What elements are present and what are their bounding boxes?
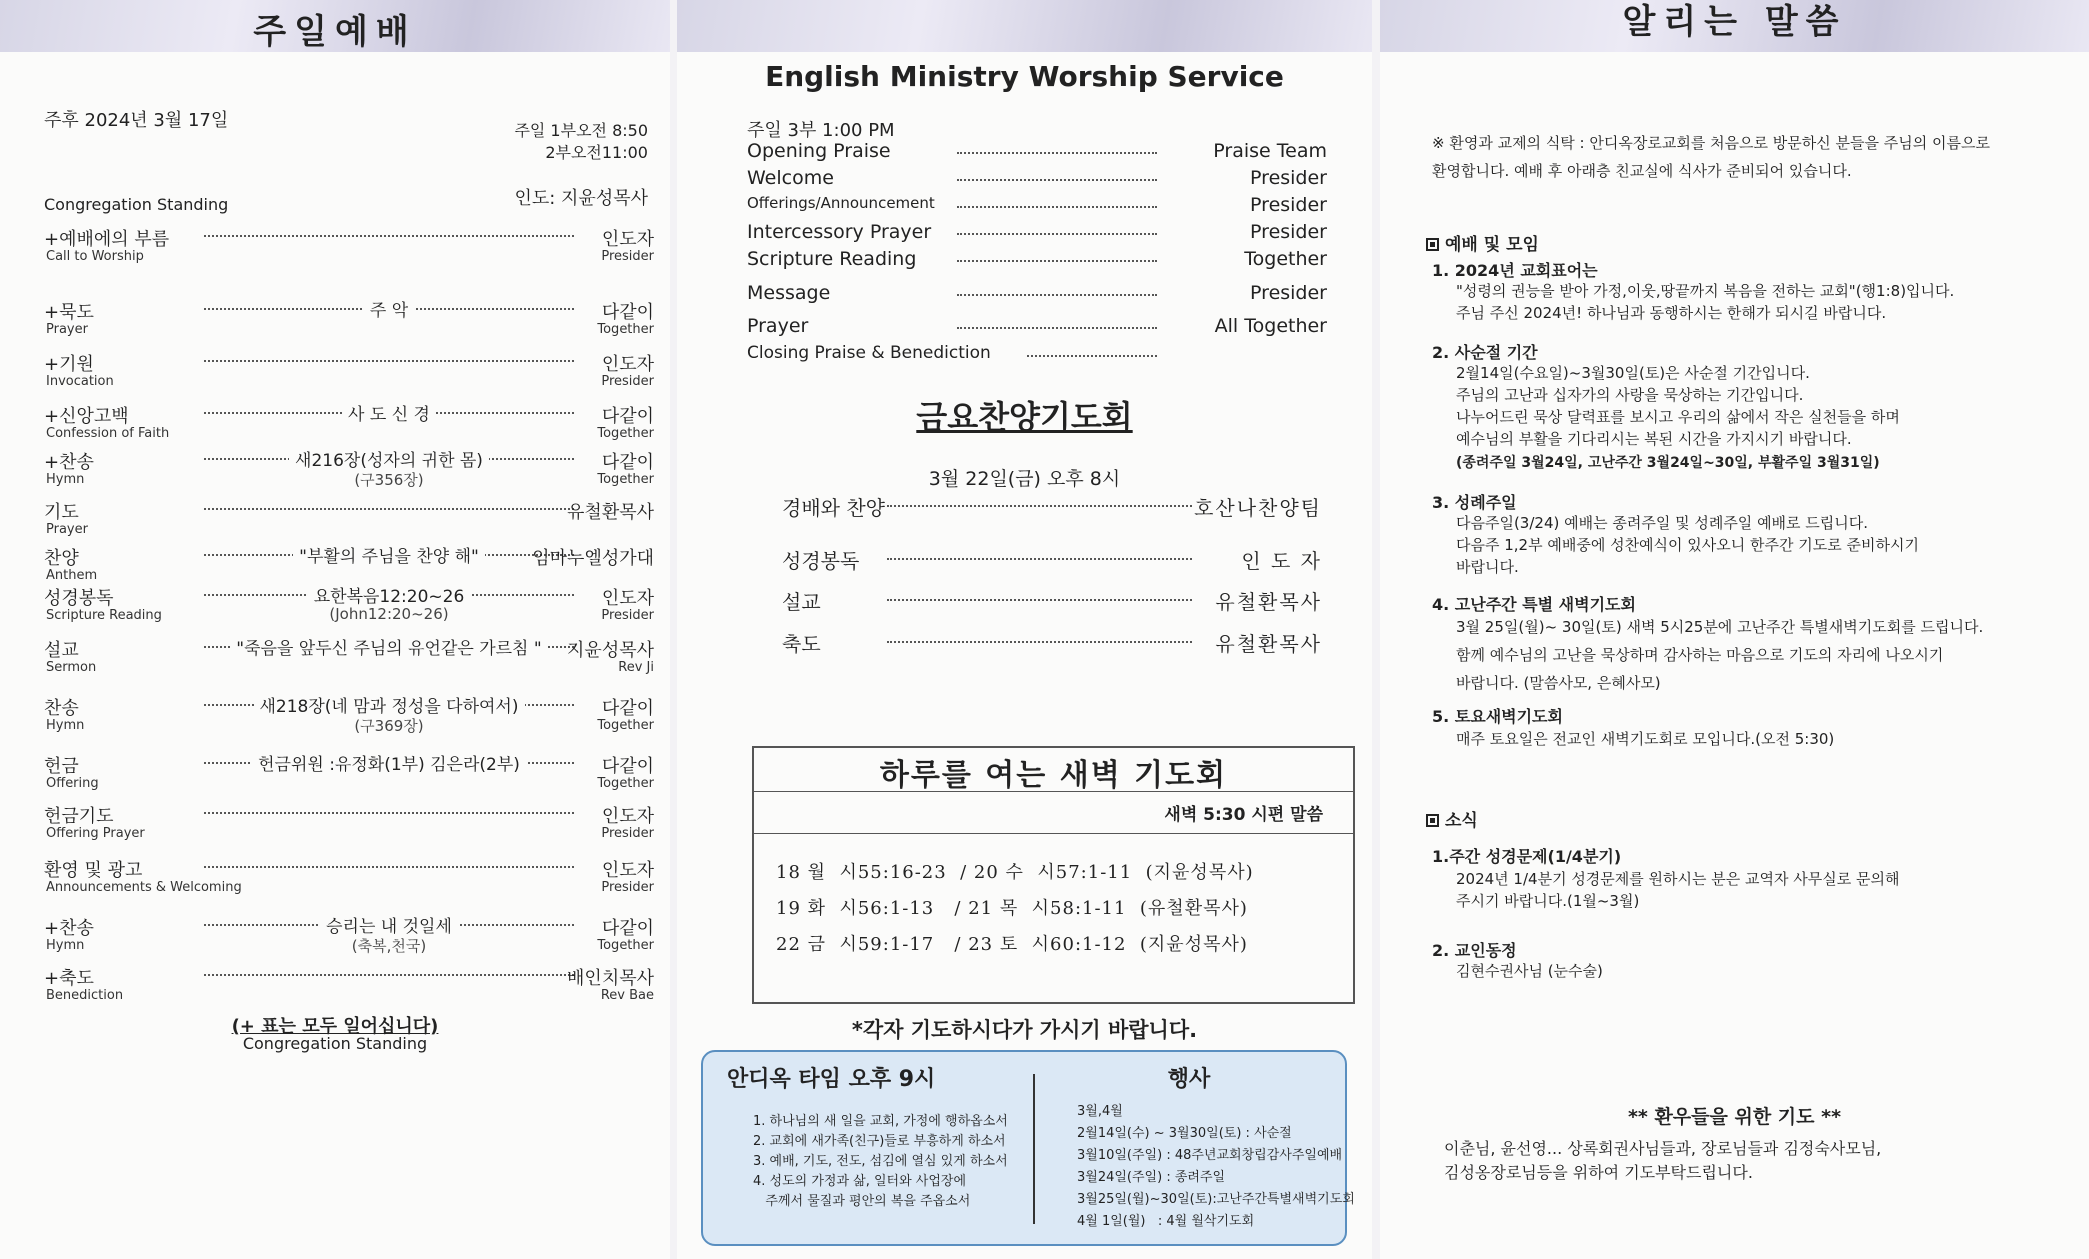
worship-time-2: 2부오전11:00 — [545, 143, 648, 162]
item-person-en: Together — [597, 938, 654, 953]
antioch-title: 안디옥 타임 오후 9시 — [727, 1067, 936, 1092]
standing-note: (+ 표는 모두 일어십니다) — [231, 1016, 439, 1037]
worship-item-row — [44, 856, 654, 904]
news-2-title: 2. 교인동정 — [1432, 941, 1517, 960]
item-english-label: Prayer — [46, 522, 88, 537]
friday-item-row — [782, 628, 1322, 658]
ems-item-row — [747, 248, 1327, 274]
item-english-label: Scripture Reading — [46, 608, 162, 623]
item-person-en: Rev Bae — [600, 988, 654, 1003]
worship-date: 주후 2024년 3월 17일 — [44, 110, 229, 131]
notice-1-line-2: 주님 주신 2024년! 하나님과 동행하시는 한해가 되시길 바랍니다. — [1456, 304, 1887, 322]
welcome-line-2: 환영합니다. 예배 후 아래층 친교실에 식사가 준비되어 있습니다. — [1432, 162, 1852, 180]
item-detail-text: 헌금위원 :유정화(1부) 김은라(2부) — [252, 755, 526, 775]
ems-item-person: Praise Team — [1213, 140, 1327, 162]
item-person-en: Presider — [601, 880, 654, 895]
english-ministry-panel — [677, 0, 1372, 1259]
dotted-leader — [204, 235, 574, 237]
worship-item-row — [44, 914, 654, 962]
dawn-schedule — [754, 834, 1353, 966]
notice-5-title: 5. 토요새벽기도회 — [1432, 707, 1563, 726]
notice-3-line-3: 바랍니다. — [1456, 558, 1519, 576]
item-english-label: Offering — [46, 776, 99, 791]
item-person: 배인치목사 — [567, 968, 654, 989]
welcome-line-1: ※ 환영과 교제의 식탁 : 안디옥장로교회를 처음으로 방문하신 분들을 주님의 이름으로 — [1432, 134, 1990, 152]
item-detail — [204, 542, 574, 567]
item-detail-text: "죽음을 앞두신 주님의 유언같은 가르침 " — [230, 639, 547, 659]
item-person: 다같이 — [601, 406, 654, 427]
notice-2-line-4: 예수님의 부활을 기다리시는 복된 시간을 가지시기 바랍니다. — [1456, 430, 1852, 448]
dotted-leader — [887, 599, 1192, 601]
antioch-event-box — [701, 1050, 1355, 1246]
event-item: 3월25일(월)~30일(토):고난주간특별새벽기도회 — [1077, 1192, 1355, 1207]
worship-item-row — [44, 350, 654, 398]
ems-item-label: Welcome — [747, 167, 834, 189]
item-detail-text: 사 도 신 경 — [342, 405, 436, 425]
item-detail-text: 새218장(네 맘과 정성을 다하여서) — [254, 697, 525, 717]
panel-title: 주일예배 — [253, 12, 417, 52]
item-person-en: Presider — [601, 608, 654, 623]
item-person: 지윤성목사 — [567, 640, 654, 661]
notice-2-title: 2. 사순절 기간 — [1432, 343, 1538, 362]
dotted-leader — [957, 206, 1157, 208]
panel-banner — [677, 0, 1372, 52]
item-person: 다같이 — [601, 452, 654, 473]
friday-title: 금요찬양기도회 — [916, 398, 1133, 436]
item-person: 유철환목사 — [567, 502, 654, 523]
item-person: 임마누엘성가대 — [532, 548, 654, 569]
item-korean-label: +묵도 — [44, 302, 94, 323]
item-korean-label: +축도 — [44, 968, 94, 989]
item-person: 인도자 — [601, 806, 654, 827]
notice-1-title: 1. 2024년 교회표어는 — [1432, 261, 1598, 280]
worship-item-row — [44, 448, 654, 496]
item-english-label: Hymn — [46, 472, 85, 487]
item-korean-label: +신앙고백 — [44, 406, 129, 427]
item-korean-label: +예배에의 부름 — [44, 229, 170, 250]
item-detail-text: "부활의 주님을 찬양 해" — [293, 547, 485, 567]
item-korean-label: 찬송 — [44, 698, 79, 719]
item-detail-text: 승리는 내 것일세 — [320, 917, 458, 937]
friday-item-row — [782, 545, 1322, 575]
item-person-en: Together — [597, 776, 654, 791]
item-english-label: Anthem — [46, 568, 98, 583]
item-english-label: Benediction — [46, 988, 124, 1003]
item-detail-sub: (축복,천국) — [351, 937, 427, 955]
friday-item-label: 설교 — [782, 590, 821, 614]
dotted-leader — [204, 974, 574, 976]
event-item: 3월10일(주일) : 48주년교회창립감사주일예배 — [1077, 1148, 1343, 1163]
square-bullet-icon — [1426, 814, 1439, 827]
item-detail — [204, 446, 574, 471]
dotted-leader — [204, 360, 574, 362]
worship-item-row — [44, 298, 654, 346]
ems-item-label: Scripture Reading — [747, 248, 917, 270]
item-english-label: Call to Worship — [46, 249, 144, 264]
notice-5-line-1: 매주 토요일은 전교인 새벽기도회로 모입니다.(오전 5:30) — [1456, 730, 1835, 748]
event-item: 3월24일(주일) : 종려주일 — [1077, 1170, 1226, 1185]
worship-item-row — [44, 498, 654, 546]
dotted-leader — [1027, 355, 1157, 357]
item-korean-label: +찬송 — [44, 452, 94, 473]
item-person: 인도자 — [601, 229, 654, 250]
item-person: 다같이 — [601, 302, 654, 323]
item-detail-sub: (John12:20~26) — [329, 605, 449, 623]
worship-item-row — [44, 402, 654, 450]
event-list — [1077, 1100, 1355, 1232]
worship-item-row — [44, 225, 654, 273]
worship-time-1: 주일 1부오전 8:50 — [514, 121, 648, 140]
item-korean-label: +찬송 — [44, 918, 94, 939]
item-person: 인도자 — [601, 588, 654, 609]
dotted-leader — [204, 508, 574, 510]
ems-item-person: Presider — [1250, 167, 1327, 189]
announcements-panel — [1380, 0, 2089, 1259]
item-person-en: Together — [597, 718, 654, 733]
ems-time: 주일 3부 1:00 PM — [747, 120, 895, 141]
ems-item-row — [747, 315, 1327, 341]
dawn-schedule-row: 19 화 시56:1-13 / 21 목 시58:1-11 (유철환목사) — [776, 898, 1248, 919]
antioch-prayer-item: 4. 성도의 가정과 삶, 일터와 사업장에 — [753, 1174, 967, 1189]
item-person-en: Rev Ji — [618, 660, 654, 675]
antioch-prayer-list — [753, 1110, 1008, 1210]
notice-4-line-3: 바랍니다. (말씀사모, 은혜사모) — [1456, 674, 1661, 692]
dotted-leader — [204, 812, 574, 814]
ems-item-row — [747, 282, 1327, 308]
ems-item-person: All Together — [1214, 315, 1327, 337]
news-1-line-2: 주시기 바랍니다.(1월~3월) — [1456, 892, 1640, 910]
notice-2-line-3: 나누어드린 묵상 달력표를 보시고 우리의 삶에서 작은 실천들을 하며 — [1456, 408, 1900, 426]
dotted-leader — [204, 866, 574, 868]
square-bullet-icon — [1426, 238, 1439, 251]
antioch-prayer-item: 주께서 물질과 평안의 복을 주옵소서 — [753, 1194, 971, 1209]
item-detail-sub: (구356장) — [354, 471, 424, 489]
item-person: 인도자 — [601, 860, 654, 881]
item-person: 다같이 — [601, 918, 654, 939]
item-english-label: Prayer — [46, 322, 88, 337]
antioch-prayer-item: 2. 교회에 새가족(친구)들로 부흥하게 하소서 — [753, 1134, 1006, 1149]
item-person: 인도자 — [601, 354, 654, 375]
worship-item-row — [44, 752, 654, 800]
notice-3-line-2: 다음주 1,2부 예배중에 성찬예식이 있사오니 한주간 기도로 준비하시기 — [1456, 536, 1919, 554]
dotted-leader — [887, 641, 1192, 643]
news-2-line-1: 김현수권사님 (눈수술) — [1456, 962, 1603, 980]
item-korean-label: 헌금기도 — [44, 806, 114, 827]
event-item: 2월14일(수) ~ 3월30일(토) : 사순절 — [1077, 1126, 1292, 1141]
item-english-label: Hymn — [46, 718, 85, 733]
friday-item-label: 축도 — [782, 632, 821, 656]
prayer-note: *각자 기도하시다가 가시기 바랍니다. — [851, 1018, 1198, 1042]
item-korean-label: +기원 — [44, 354, 94, 375]
worship-item-row — [44, 694, 654, 742]
event-item: 4월 1일(월) : 4월 월삭기도회 — [1077, 1214, 1255, 1229]
notice-3-title: 3. 성례주일 — [1432, 493, 1517, 512]
dotted-leader — [957, 233, 1157, 235]
standing-note-en: Congregation Standing — [242, 1034, 428, 1053]
friday-item-person: 인 도 자 — [1241, 549, 1322, 573]
dotted-leader — [887, 558, 1192, 560]
friday-item-person: 호산나찬양팀 — [1194, 496, 1322, 520]
notice-2-line-5: (종려주일 3월24일, 고난주간 3월24일~30일, 부활주일 3월31일) — [1456, 455, 1880, 471]
ems-item-row — [747, 167, 1327, 193]
item-detail — [204, 692, 574, 717]
ems-item-label: Closing Praise & Benediction — [747, 343, 991, 363]
item-detail-sub: (구369장) — [354, 717, 424, 735]
friday-item-person: 유철환목사 — [1215, 632, 1322, 656]
item-detail-text: 요한복음12:20~26 — [308, 587, 471, 607]
ems-item-label: Intercessory Prayer — [747, 221, 932, 243]
notice-2-line-2: 주님의 고난과 십자가의 사랑을 묵상하는 기간입니다. — [1456, 386, 1804, 404]
ems-item-person: Presider — [1250, 194, 1327, 216]
ems-item-row — [747, 194, 1327, 220]
item-korean-label: 찬양 — [44, 548, 79, 569]
friday-item-label: 성경봉독 — [782, 549, 860, 573]
item-person: 다같이 — [601, 698, 654, 719]
ems-item-person: Presider — [1250, 282, 1327, 304]
ems-item-row — [747, 140, 1327, 166]
worship-item-row — [44, 636, 654, 684]
ems-item-person: Together — [1244, 248, 1327, 270]
item-detail-text: 주 악 — [364, 301, 414, 321]
sick-prayer-title: ** 환우들을 위한 기도 ** — [1627, 1106, 1842, 1128]
item-detail — [204, 912, 574, 937]
dawn-schedule-row: 18 월 시55:16-23 / 20 수 시57:1-11 (지윤성목사) — [776, 862, 1254, 883]
notice-2-line-1: 2월14일(수요일)~3월30일(토)은 사순절 기간입니다. — [1456, 364, 1810, 382]
ems-item-label: Offerings/Announcement — [747, 194, 935, 212]
ems-item-label: Opening Praise — [747, 140, 891, 162]
item-person: 다같이 — [601, 756, 654, 777]
news-1-title: 1.주간 성경문제(1/4분기) — [1432, 847, 1622, 866]
dotted-leader — [957, 260, 1157, 262]
sick-prayer-line-1: 이춘님, 윤선영... 상록회권사님들과, 장로님들과 김정숙사모님, — [1444, 1139, 1882, 1158]
notice-4-line-2: 함께 예수님의 고난을 묵상하며 감사하는 마음으로 기도의 자리에 나오시기 — [1456, 646, 1944, 664]
event-item: 3월,4월 — [1077, 1104, 1123, 1119]
item-person-en: Presider — [601, 374, 654, 389]
dawn-subtitle: 새벽 5:30 시편 말씀 — [1164, 805, 1323, 825]
ems-item-label: Message — [747, 282, 831, 304]
ems-item-row — [747, 221, 1327, 247]
item-korean-label: 환영 및 광고 — [44, 860, 143, 881]
worship-leader: 인도: 지윤성목사 — [514, 188, 648, 209]
item-korean-label: 성경봉독 — [44, 588, 114, 609]
friday-item-row — [782, 492, 1322, 522]
worship-item-row — [44, 584, 654, 632]
notice-4-title: 4. 고난주간 특별 새벽기도회 — [1432, 595, 1636, 614]
item-korean-label: 헌금 — [44, 756, 79, 777]
item-person-en: Together — [597, 472, 654, 487]
item-english-label: Announcements & Welcoming — [46, 880, 242, 895]
section-worship-meetings: 예배 및 모임 — [1426, 230, 1539, 255]
ems-title: English Ministry Worship Service — [765, 60, 1284, 93]
notice-4-line-1: 3월 25일(월)~ 30일(토) 새벽 5시25분에 고난주간 특별새벽기도회를 드립니다. — [1456, 618, 1984, 636]
congregation-standing-label: Congregation Standing — [44, 195, 229, 214]
dawn-prayer-box — [752, 746, 1355, 1004]
sunday-worship-panel — [0, 0, 670, 1259]
dawn-schedule-row: 22 금 시59:1-17 / 23 토 시60:1-12 (지윤성목사) — [776, 934, 1248, 955]
section-news: 소식 — [1426, 806, 1478, 831]
item-person-en: Presider — [601, 249, 654, 264]
news-1-line-1: 2024년 1/4분기 성경문제를 원하시는 분은 교역자 사무실로 문의해 — [1456, 870, 1900, 888]
friday-item-label: 경배와 찬양 — [782, 496, 885, 520]
ems-item-row — [747, 343, 1327, 369]
friday-time: 3월 22일(금) 오후 8시 — [928, 468, 1121, 490]
event-title: 행사 — [1167, 1067, 1211, 1092]
notice-3-line-1: 다음주일(3/24) 예배는 종려주일 및 성례주일 예배로 드립니다. — [1456, 514, 1869, 532]
friday-item-row — [782, 586, 1322, 616]
dawn-title: 하루를 여는 새벽 기도회 — [754, 748, 1353, 792]
item-detail — [204, 582, 574, 607]
item-english-label: Offering Prayer — [46, 826, 145, 841]
item-detail-text: 새216장(성자의 귀한 몸) — [289, 451, 489, 471]
item-detail — [204, 296, 574, 321]
item-korean-label: 설교 — [44, 640, 79, 661]
friday-item-person: 유철환목사 — [1215, 590, 1322, 614]
item-detail — [204, 400, 574, 425]
ems-item-label: Prayer — [747, 315, 809, 337]
item-english-label: Invocation — [46, 374, 114, 389]
item-person-en: Presider — [601, 826, 654, 841]
dotted-leader — [957, 179, 1157, 181]
item-english-label: Sermon — [46, 660, 97, 675]
item-detail — [204, 750, 574, 775]
item-english-label: Hymn — [46, 938, 85, 953]
notice-1-line-1: "성령의 권능을 받아 가정,이웃,땅끝까지 복음을 전하는 교회"(행1:8)입니다. — [1456, 282, 1955, 300]
antioch-prayer-item: 3. 예배, 기도, 전도, 섬김에 열심 있게 하소서 — [753, 1154, 1008, 1169]
box-divider — [1033, 1074, 1035, 1224]
worship-item-row — [44, 964, 654, 1012]
dotted-leader — [957, 294, 1157, 296]
item-person-en: Together — [597, 426, 654, 441]
item-english-label: Confession of Faith — [46, 426, 170, 441]
dotted-leader — [887, 505, 1192, 507]
dotted-leader — [957, 327, 1157, 329]
antioch-prayer-item: 1. 하나님의 새 일을 교회, 가정에 행하옵소서 — [753, 1114, 1008, 1129]
panel-title: 알리는 말씀 — [1622, 2, 1847, 42]
item-korean-label: 기도 — [44, 502, 79, 523]
item-person-en: Together — [597, 322, 654, 337]
sick-prayer-line-2: 김성옹장로님등을 위하여 기도부탁드립니다. — [1444, 1163, 1753, 1182]
item-detail — [204, 634, 574, 659]
dotted-leader — [957, 152, 1157, 154]
worship-item-row — [44, 802, 654, 850]
ems-item-person: Presider — [1250, 221, 1327, 243]
